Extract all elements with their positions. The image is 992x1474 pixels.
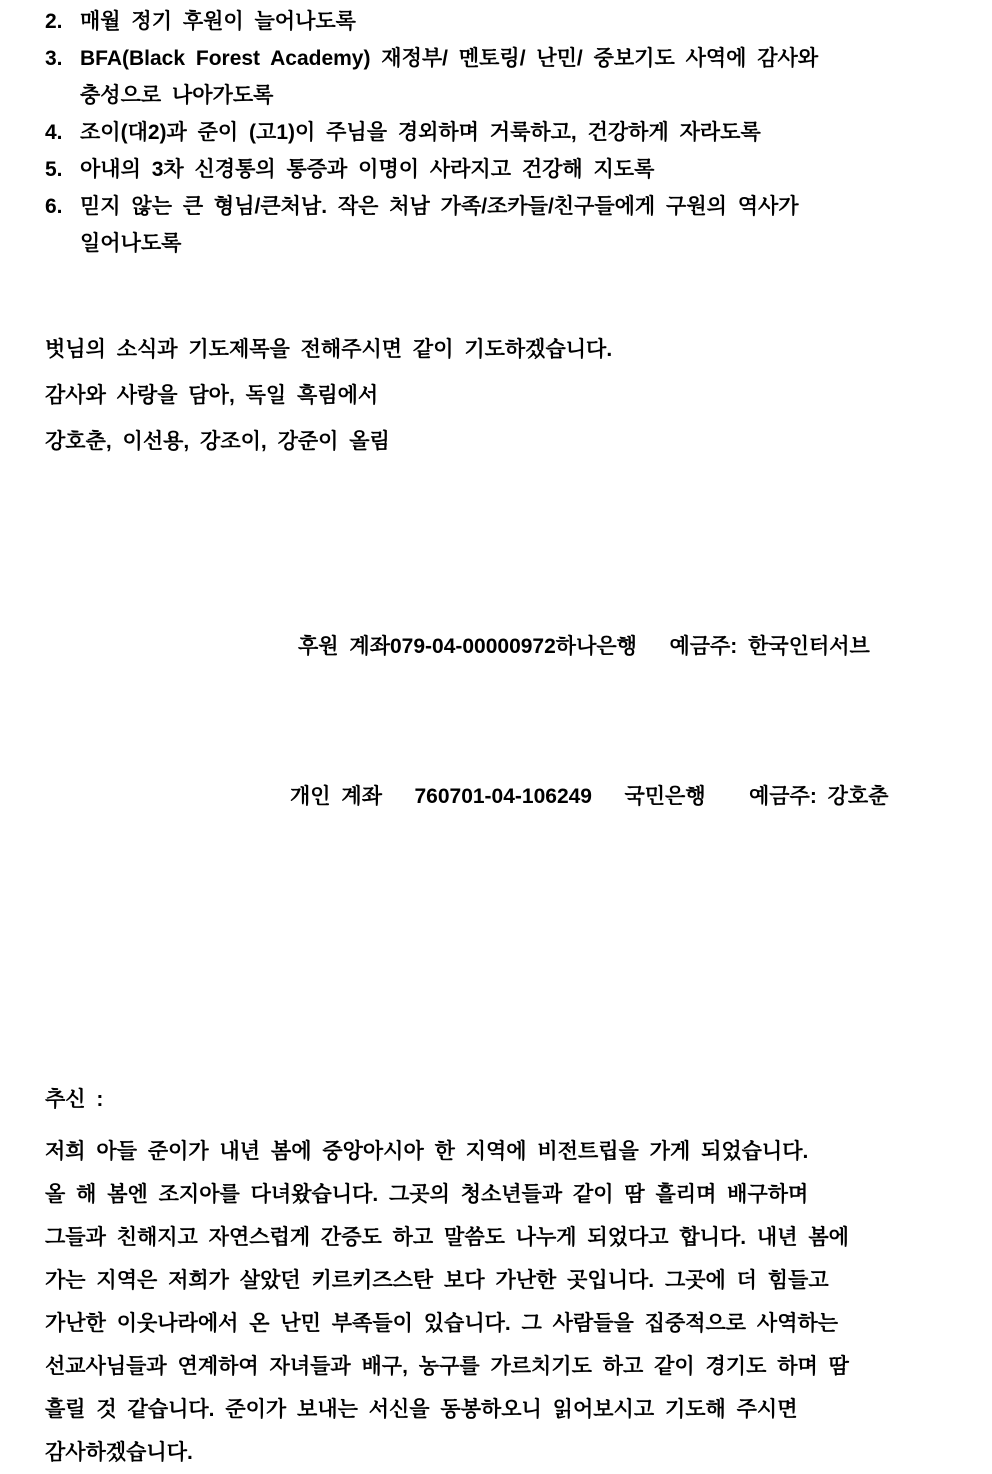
postscript-line: 올 해 봄엔 조지아를 다녀왔습니다. 그곳의 청소년들과 같이 땀 흘리며 배구하며 [45, 1183, 809, 1206]
postscript-line: 저희 아들 준이가 내년 봄에 중앙아시아 한 지역에 비전트립을 가게 되었습니다. [45, 1140, 809, 1163]
item-text [80, 188, 947, 262]
closing-farewell-line: 감사와 사랑을 담아, 독일 흑림에서 [45, 384, 379, 407]
bank-accounts-section [45, 522, 947, 922]
postscript-line: 흘릴 것 같습니다. 준이가 보내는 서신을 동봉하오니 읽어보시고 기도해 주시면 [45, 1398, 798, 1421]
item-number: 5. [45, 158, 63, 181]
item-line: 아내의 3차 신경통의 통증과 이명이 사라지고 건강해 지도록 [80, 158, 655, 181]
personal-account-line: 개인 계좌 760701-04-106249 국민은행 예금주: 강호춘 [290, 785, 889, 808]
item-line: 일어나도록 [80, 232, 182, 255]
item-text [80, 114, 947, 151]
prayer-item-4 [45, 114, 947, 151]
item-number: 4. [45, 121, 63, 144]
prayer-item-5 [45, 151, 947, 188]
postscript-label: 추신 : [45, 1088, 104, 1111]
item-number: 2. [45, 10, 63, 33]
postscript-line: 선교사님들과 연계하여 자녀들과 배구, 농구를 가르치기도 하고 같이 경기도 하며 땀 [45, 1355, 849, 1378]
item-text [80, 151, 947, 188]
closing-signature-line: 강호춘, 이선용, 강조이, 강준이 올림 [45, 430, 390, 453]
prayer-list [45, 3, 947, 262]
item-text [80, 3, 947, 40]
prayer-item-2 [45, 3, 947, 40]
item-line: BFA(Black Forest Academy) 재정부/ 멘토링/ 난민/ 중보기도 사역에 감사와 [80, 47, 819, 70]
closing-request-line: 벗님의 소식과 기도제목을 전해주시면 같이 기도하겠습니다. [45, 338, 613, 361]
item-line: 조이(대2)과 준이 (고1)이 주님을 경외하며 거룩하고, 건강하게 자라도록 [80, 121, 761, 144]
prayer-item-3 [45, 40, 947, 114]
item-line: 매월 정기 후원이 늘어나도록 [80, 10, 356, 33]
postscript-body [45, 1130, 947, 1474]
closing-section [45, 327, 947, 465]
support-account-line: 후원 계좌079-04-00000972하나은행 예금주: 한국인터서브 [298, 635, 870, 658]
prayer-item-6 [45, 188, 947, 262]
postscript-line: 감사하겠습니다. [45, 1441, 193, 1464]
postscript-line: 가는 지역은 저희가 살았던 키르키즈스탄 보다 가난한 곳입니다. 그곳에 더 힘들고 [45, 1269, 829, 1292]
item-number: 3. [45, 47, 63, 70]
item-line: 믿지 않는 큰 형님/큰처남. 작은 처남 가족/조카들/친구들에게 구원의 역사가 [80, 195, 799, 218]
item-text [80, 40, 947, 114]
postscript-line: 그들과 친해지고 자연스럽게 간증도 하고 말씀도 나누게 되었다고 합니다. 내년 봄에 [45, 1226, 849, 1249]
item-line: 충성으로 나아가도록 [80, 84, 274, 107]
item-number: 6. [45, 195, 63, 218]
postscript-line: 가난한 이웃나라에서 온 난민 부족들이 있습니다. 그 사람들을 집중적으로 사역하는 [45, 1312, 839, 1335]
